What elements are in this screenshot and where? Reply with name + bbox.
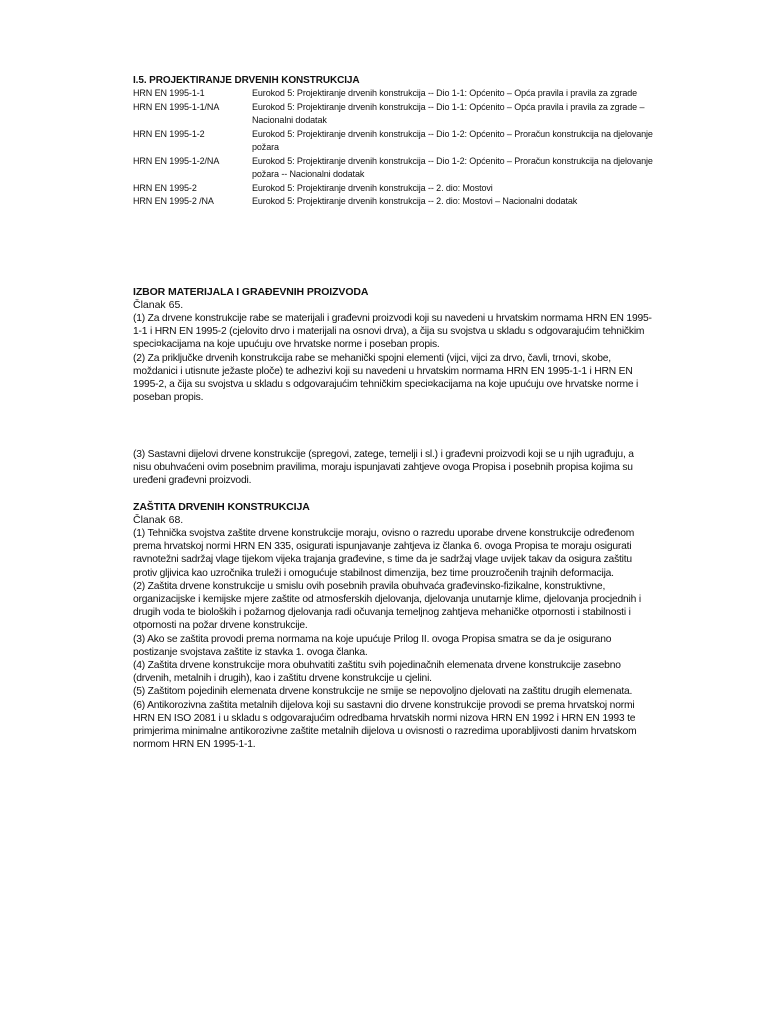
paragraph: (1) Za drvene konstrukcije rabe se materijali i građevni proizvodi koji su navedeni u hrvatskim normama HRN EN 1995-1-1 i HRN EN 1995-2 (cjelovito drvo i materijali na osnovi drva), a čija su svojstva u skladu s odgovarajućim tehničkim speci¤kacijama na koje upućuju ove hrvatske norme i poseban propis. bbox=[133, 313, 652, 351]
paragraph: (3) Ako se zaštita provodi prema normama na koje upućuje Prilog II. ovoga Propisa smatra se da je osigurano postizanje svojstava zaštite iz stavka 1. ovoga članka. bbox=[133, 633, 612, 658]
standards-title: I.5. PROJEKTIRANJE DRVENIH KONSTRUKCIJA bbox=[133, 75, 360, 86]
section-heading: ZAŠTITA DRVENIH KONSTRUKCIJA bbox=[133, 501, 310, 513]
paragraph: (2) Zaštita drvene konstrukcije u smislu ovih posebnih pravila obuhvaća građevinsko-fizikalne, konstruktivne, organizacijske i kemijske mjere zaštite od atmosferskih djelovanja, djelovanja unutarnje klime, djelovanja procjednih i drugih voda te bioloških i požarnog djelovanja radi očuvanja temeljnog zahtjeva mehaničke otpornosti i stabilnosti i otpornosti na požar drvene konstrukcije. bbox=[133, 580, 641, 632]
standard-description: Eurokod 5: Projektiranje drvenih konstrukcija -- Dio 1-2: Općenito – Proračun konstrukcija na djelovanje požara bbox=[252, 128, 653, 152]
standard-row bbox=[133, 87, 653, 101]
paragraph: (4) Zaštita drvene konstrukcije mora obuhvatiti zaštitu svih pojedinačnih elemenata drvene konstrukcije zasebno (drvenih, metalnih i drugih), kao i zaštitu drvene konstrukcije u cjelini. bbox=[133, 660, 621, 685]
standard-code: HRN EN 1995-1-1/NA bbox=[133, 101, 220, 112]
paragraph: (1) Tehnička svojstva zaštite drvene konstrukcije moraju, ovisno o razredu uporabe drvene konstrukcije određenom prema hrvatskoj normi HRN EN 335, osigurati ispunjavanje zahtjeva iz članka 6. ovoga Propisa te moraju osigurati ravnotežni sadržaj vlage tijekom vijeka trajanja građevine, s time da je sadržaj vlage uvijek takav da osigura zaštitu protiv gljivica kao uzročnika truleži i omogućuje stabilnost dimenzija, bez time prouzročenih trajnih deformacija. bbox=[133, 528, 635, 579]
standard-row bbox=[133, 155, 653, 182]
standard-description: Eurokod 5: Projektiranje drvenih konstrukcija -- Dio 1-1: Općenito – Opća pravila i pravila za zgrade – Nacionalni dodatak bbox=[252, 101, 645, 125]
paragraph: (2) Za priključke drvenih konstrukcija rabe se mehanički spojni elementi (vijci, vijci za drvo, čavli, trnovi, skobe, moždanici i utisnute ježaste ploče) te adhezivi koji su navedeni u hrvatskim normama HRN EN 1995-1-1 i HRN EN 1995-2, a čija su svojstva u skladu s odgovarajućim tehničkim speci¤kacijama na koje upućuju ove hrvatske norme i poseban propis. bbox=[133, 352, 639, 404]
standard-code: HRN EN 1995-1-1 bbox=[133, 88, 205, 98]
section-heading: IZBOR MATERIJALA I GRAĐEVNIH PROIZVODA bbox=[133, 286, 369, 298]
paragraph: (5) Zaštitom pojedinih elemenata drvene konstrukcije ne smije se nepovoljno djelovati na zaštitu drugih elemenata. bbox=[133, 686, 633, 698]
standards-list bbox=[133, 74, 653, 209]
izbor-section-continued bbox=[133, 448, 653, 488]
standard-description: Eurokod 5: Projektiranje drvenih konstrukcija -- Dio 1-1: Općenito – Opća pravila i pravila za zgrade bbox=[252, 88, 638, 98]
standard-code: HRN EN 1995-2 bbox=[133, 182, 197, 193]
standard-row bbox=[133, 101, 653, 128]
standard-row bbox=[133, 195, 653, 209]
standard-code: HRN EN 1995-2 /NA bbox=[133, 196, 214, 206]
standard-row bbox=[133, 182, 653, 196]
standard-row bbox=[133, 128, 653, 155]
standard-description: Eurokod 5: Projektiranje drvenih konstrukcija -- 2. dio: Mostovi – Nacionalni dodatak bbox=[252, 196, 578, 206]
standard-code: HRN EN 1995-1-2 bbox=[133, 128, 205, 139]
article-number: Članak 65. bbox=[133, 299, 184, 311]
standard-description: Eurokod 5: Projektiranje drvenih konstrukcija -- Dio 1-2: Općenito – Proračun konstrukcija na djelovanje požara -- Nacionalni dodatak bbox=[252, 155, 653, 179]
standard-description: Eurokod 5: Projektiranje drvenih konstrukcija -- 2. dio: Mostovi bbox=[252, 182, 493, 193]
paragraph: (3) Sastavni dijelovi drvene konstrukcije (spregovi, zatege, temelji i sl.) i građevni proizvodi koji se u njih ugrađuju, a nisu obuhvaćeni ovim posebnim pravilima, moraju ispunjavati zahtjeve ovoga Propisa i posebnih propisa kojima su uređeni građevni proizvodi. bbox=[133, 449, 634, 487]
izbor-section bbox=[133, 286, 653, 404]
standard-code: HRN EN 1995-1-2/NA bbox=[133, 155, 220, 166]
article-number: Članak 68. bbox=[133, 514, 184, 526]
paragraph: (6) Antikorozivna zaštita metalnih dijelova koji su sastavni dio drvene konstrukcije provodi se prema hrvatskoj normi HRN EN ISO 2081 i u skladu s odgovarajućim odredbama hrvatskih normi nizova HRN EN 1992 i HRN EN 1993 te primjerima minimalne antikorozivne zaštite metalnih dijelova u ovisnosti o razredima uporabljivosti danim hrvatskom normom HRN EN 1995-1-1. bbox=[133, 699, 637, 751]
zastita-section bbox=[133, 501, 653, 751]
